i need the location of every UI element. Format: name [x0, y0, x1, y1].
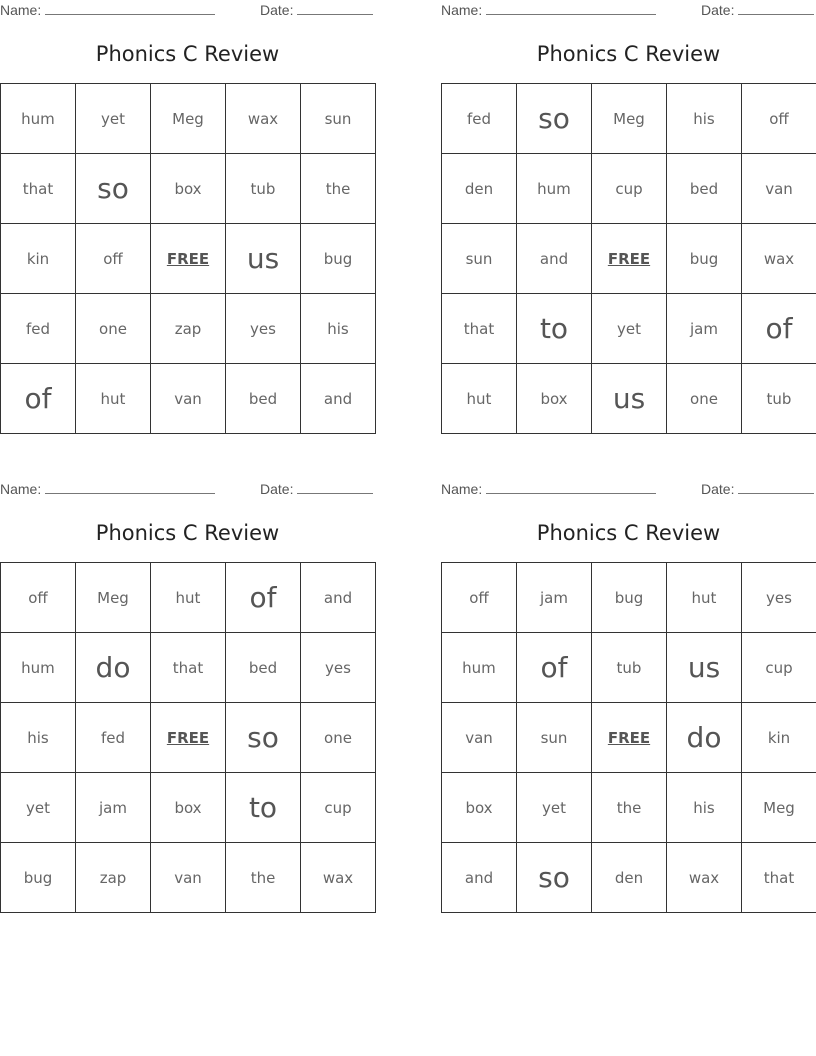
bingo-cell: the — [592, 773, 667, 843]
bingo-cell: den — [592, 843, 667, 913]
bingo-cell: of — [1, 364, 76, 434]
bingo-cell: jam — [517, 563, 592, 633]
bingo-cell: bug — [667, 224, 742, 294]
bingo-cell: do — [667, 703, 742, 773]
bingo-cell: wax — [226, 84, 301, 154]
bingo-cell: so — [517, 84, 592, 154]
bingo-cell: fed — [442, 84, 517, 154]
bingo-cell: yes — [301, 633, 376, 703]
bingo-grid — [0, 562, 376, 913]
date-label: Date: — [260, 481, 294, 497]
bingo-cell: wax — [301, 843, 376, 913]
bingo-cell: off — [1, 563, 76, 633]
bingo-cell: sun — [301, 84, 376, 154]
bingo-cell: us — [592, 364, 667, 434]
bingo-cell: Meg — [742, 773, 816, 843]
name-field — [441, 481, 656, 497]
name-field — [0, 2, 215, 18]
name-blank-line — [45, 2, 215, 15]
card-header — [441, 2, 816, 20]
bingo-cell: his — [301, 294, 376, 364]
bingo-cell: that — [151, 633, 226, 703]
card-title: Phonics C Review — [95, 42, 280, 66]
name-label: Name: — [0, 481, 42, 497]
bingo-cell: one — [301, 703, 376, 773]
date-field — [260, 2, 373, 18]
bingo-cell: wax — [667, 843, 742, 913]
bingo-cell: jam — [76, 773, 151, 843]
free-space-cell: FREE — [151, 703, 226, 773]
date-field — [701, 2, 814, 18]
bingo-cell: van — [442, 703, 517, 773]
bingo-cell: do — [76, 633, 151, 703]
name-blank-line — [486, 481, 656, 494]
bingo-cell: off — [742, 84, 816, 154]
bingo-cell: and — [517, 224, 592, 294]
bingo-cell: bug — [301, 224, 376, 294]
bingo-cell: so — [226, 703, 301, 773]
bingo-cell: van — [151, 843, 226, 913]
bingo-cell: hut — [667, 563, 742, 633]
bingo-cell: off — [442, 563, 517, 633]
bingo-cell: and — [442, 843, 517, 913]
bingo-cell: yes — [226, 294, 301, 364]
bingo-cell: his — [1, 703, 76, 773]
bingo-cell: that — [442, 294, 517, 364]
bingo-cell: of — [226, 563, 301, 633]
bingo-cell: so — [76, 154, 151, 224]
bingo-cell: van — [151, 364, 226, 434]
bingo-cell: box — [151, 773, 226, 843]
name-field — [441, 2, 656, 18]
bingo-card-1 — [0, 0, 375, 434]
bingo-cell: bug — [1, 843, 76, 913]
bingo-cell: yes — [742, 563, 816, 633]
bingo-cell: van — [742, 154, 816, 224]
bingo-cell: kin — [742, 703, 816, 773]
card-header — [0, 481, 375, 499]
bingo-cell: zap — [151, 294, 226, 364]
bingo-cell: us — [226, 224, 301, 294]
bingo-cell: bed — [226, 633, 301, 703]
bingo-cell: tub — [742, 364, 816, 434]
bingo-cell: Meg — [151, 84, 226, 154]
bingo-cell: hum — [1, 84, 76, 154]
date-label: Date: — [260, 2, 294, 18]
bingo-cell: hum — [1, 633, 76, 703]
bingo-cell: to — [517, 294, 592, 364]
bingo-cell: so — [517, 843, 592, 913]
bingo-cell: box — [151, 154, 226, 224]
free-space-cell: FREE — [151, 224, 226, 294]
date-field — [701, 481, 814, 497]
bingo-cell: of — [517, 633, 592, 703]
bingo-cell: jam — [667, 294, 742, 364]
bingo-cell: the — [301, 154, 376, 224]
card-title: Phonics C Review — [536, 521, 721, 545]
bingo-cell: fed — [1, 294, 76, 364]
bingo-cell: off — [76, 224, 151, 294]
bingo-cell: cup — [592, 154, 667, 224]
bingo-cell: one — [667, 364, 742, 434]
date-label: Date: — [701, 2, 735, 18]
bingo-card-2 — [441, 0, 816, 434]
name-blank-line — [45, 481, 215, 494]
bingo-cell: bed — [667, 154, 742, 224]
bingo-cell: cup — [742, 633, 816, 703]
bingo-cell: tub — [592, 633, 667, 703]
bingo-cell: to — [226, 773, 301, 843]
date-blank-line — [297, 2, 373, 15]
bingo-cell: hut — [442, 364, 517, 434]
date-label: Date: — [701, 481, 735, 497]
name-blank-line — [486, 2, 656, 15]
bingo-cell: one — [76, 294, 151, 364]
bingo-card-4 — [441, 479, 816, 913]
bingo-cell: yet — [1, 773, 76, 843]
bingo-cell: and — [301, 364, 376, 434]
name-field — [0, 481, 215, 497]
bingo-cell: box — [442, 773, 517, 843]
bingo-cell: bug — [592, 563, 667, 633]
bingo-cell: tub — [226, 154, 301, 224]
bingo-cell: bed — [226, 364, 301, 434]
bingo-cell: hut — [76, 364, 151, 434]
bingo-card-3 — [0, 479, 375, 913]
date-blank-line — [738, 2, 814, 15]
bingo-grid — [441, 83, 816, 434]
bingo-cell: that — [1, 154, 76, 224]
bingo-cell: hum — [442, 633, 517, 703]
card-header — [0, 2, 375, 20]
bingo-cell: of — [742, 294, 816, 364]
bingo-cell: Meg — [76, 563, 151, 633]
bingo-cell: box — [517, 364, 592, 434]
bingo-cell: yet — [76, 84, 151, 154]
bingo-cell: wax — [742, 224, 816, 294]
name-label: Name: — [441, 481, 483, 497]
bingo-cell: his — [667, 773, 742, 843]
bingo-cell: hut — [151, 563, 226, 633]
bingo-cell: and — [301, 563, 376, 633]
bingo-cell: den — [442, 154, 517, 224]
name-label: Name: — [0, 2, 42, 18]
bingo-cell: yet — [517, 773, 592, 843]
bingo-cell: hum — [517, 154, 592, 224]
bingo-cell: sun — [517, 703, 592, 773]
date-blank-line — [738, 481, 814, 494]
bingo-cell: fed — [76, 703, 151, 773]
bingo-cell: yet — [592, 294, 667, 364]
name-label: Name: — [441, 2, 483, 18]
date-blank-line — [297, 481, 373, 494]
free-space-cell: FREE — [592, 703, 667, 773]
bingo-cell: Meg — [592, 84, 667, 154]
bingo-grid — [0, 83, 376, 434]
card-header — [441, 481, 816, 499]
bingo-cell: the — [226, 843, 301, 913]
bingo-cell: kin — [1, 224, 76, 294]
bingo-cell: his — [667, 84, 742, 154]
date-field — [260, 481, 373, 497]
bingo-cell: that — [742, 843, 816, 913]
bingo-cell: zap — [76, 843, 151, 913]
free-space-cell: FREE — [592, 224, 667, 294]
bingo-grid — [441, 562, 816, 913]
card-title: Phonics C Review — [95, 521, 280, 545]
bingo-cell: us — [667, 633, 742, 703]
bingo-cell: sun — [442, 224, 517, 294]
bingo-cell: cup — [301, 773, 376, 843]
card-title: Phonics C Review — [536, 42, 721, 66]
